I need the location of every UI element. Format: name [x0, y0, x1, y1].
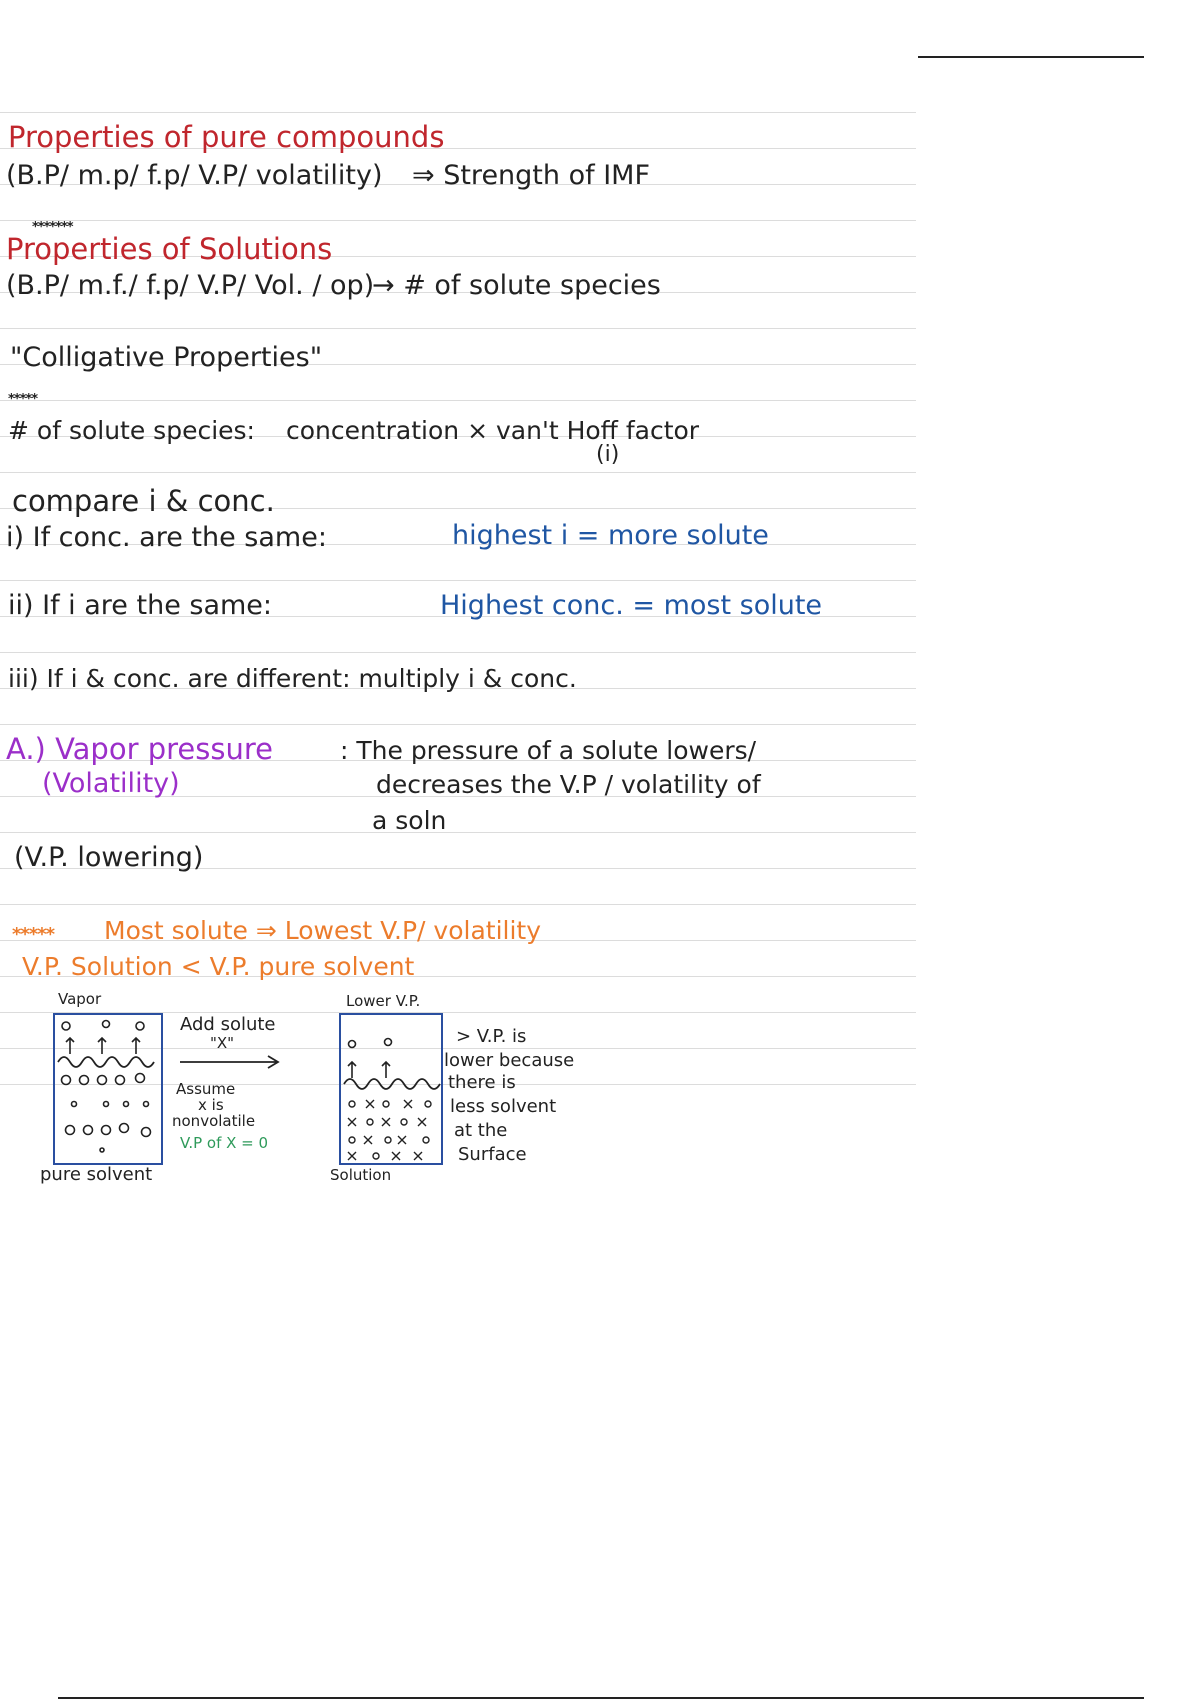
solute-species-label: # of solute species:	[8, 416, 255, 445]
ruled-line	[0, 580, 916, 581]
explanation-line-5: at the	[454, 1120, 508, 1141]
ruled-line	[0, 472, 916, 473]
pure-properties-list: (B.P/ m.p/ f.p/ V.P/ volatility)	[6, 160, 383, 191]
explanation-line-4: less solvent	[450, 1096, 557, 1117]
heading-pure-compounds: Properties of pure compounds	[8, 120, 445, 154]
vapor-particle	[62, 1022, 70, 1030]
section-vapor-pressure: A.) Vapor pressure	[6, 732, 273, 766]
ruled-line	[0, 832, 916, 833]
pure-solvent-beaker	[54, 1014, 162, 1164]
stars-mark: *****	[8, 392, 37, 407]
evaporation-arrow	[98, 1038, 106, 1054]
vant-hoff-symbol: (i)	[596, 442, 620, 467]
explanation-line-6: Surface	[458, 1144, 527, 1165]
colligative-properties: "Colligative Properties"	[10, 342, 323, 373]
evaporation-arrow	[132, 1038, 140, 1054]
liquid-surface	[58, 1057, 154, 1067]
most-solute-note: Most solute ⇒ Lowest V.P/ volatility	[104, 916, 542, 945]
diagram-drawing	[30, 988, 620, 1188]
assume-label: Assume	[176, 1080, 236, 1098]
evaporation-arrow	[382, 1062, 390, 1078]
strength-of-imf: ⇒ Strength of IMF	[412, 160, 650, 191]
rule-2-condition: ii) If i are the same:	[8, 590, 273, 621]
ruled-line	[0, 652, 916, 653]
definition-line-3: a soln	[372, 806, 447, 835]
vp-lowering: (V.P. lowering)	[14, 842, 204, 873]
rule-3: iii) If i & conc. are different: multiply i & conc.	[8, 664, 577, 693]
vapor-particle	[136, 1022, 144, 1030]
ruled-line	[0, 400, 916, 401]
ruled-line	[0, 328, 916, 329]
definition-line-2: decreases the V.P / volatility of	[376, 770, 761, 799]
ruled-line	[0, 724, 916, 725]
vp-comparison-note: V.P. Solution < V.P. pure solvent	[22, 952, 415, 981]
compare-heading: compare i & conc.	[12, 484, 275, 518]
solution-properties-list: (B.P/ m.f./ f.p/ V.P/ Vol. / op)	[6, 270, 375, 301]
vapor-label: Vapor	[58, 990, 102, 1008]
header-line	[918, 56, 1144, 58]
vp-of-x-label: V.P of X = 0	[180, 1134, 269, 1152]
solute-species-note: → # of solute species	[372, 270, 661, 301]
explanation-line-1: > V.P. is	[456, 1026, 527, 1047]
rule-1-condition: i) If conc. are the same:	[6, 522, 327, 553]
pure-solvent-label: pure solvent	[40, 1164, 153, 1185]
x-is-label: x is	[198, 1096, 224, 1114]
heading-solutions: Properties of Solutions	[6, 232, 333, 266]
solvent-particles	[62, 1074, 151, 1153]
stars-mark: *******	[32, 220, 73, 235]
add-solute-arrow	[180, 1056, 278, 1068]
ruled-line	[0, 220, 916, 221]
vapor-particle	[385, 1039, 392, 1046]
vapor-pressure-diagram	[30, 988, 620, 1188]
solution-label: Solution	[330, 1166, 392, 1184]
lower-vp-label: Lower V.P.	[346, 992, 421, 1010]
ruled-line	[0, 112, 916, 113]
stars-mark: *****	[12, 924, 55, 945]
section-volatility: (Volatility)	[42, 768, 180, 799]
solution-particles	[348, 1100, 431, 1160]
ruled-line	[0, 904, 916, 905]
explanation-line-2: lower because	[444, 1050, 575, 1071]
footer-line	[58, 1697, 1144, 1699]
rule-2-result: Highest conc. = most solute	[440, 590, 823, 621]
definition-line-1: : The pressure of a solute lowers/	[340, 736, 757, 765]
evaporation-arrow	[348, 1062, 356, 1078]
nonvolatile-label: nonvolatile	[172, 1112, 256, 1130]
concentration-formula: concentration × van't Hoff factor	[286, 416, 700, 445]
rule-1-result: highest i = more solute	[452, 520, 769, 551]
evaporation-arrow	[66, 1038, 74, 1054]
liquid-surface	[344, 1079, 440, 1089]
vapor-particle	[349, 1041, 356, 1048]
solute-x-label: "X"	[210, 1034, 235, 1052]
vapor-particle	[103, 1021, 110, 1028]
explanation-line-3: there is	[448, 1072, 516, 1093]
add-solute-label: Add solute	[180, 1014, 276, 1035]
